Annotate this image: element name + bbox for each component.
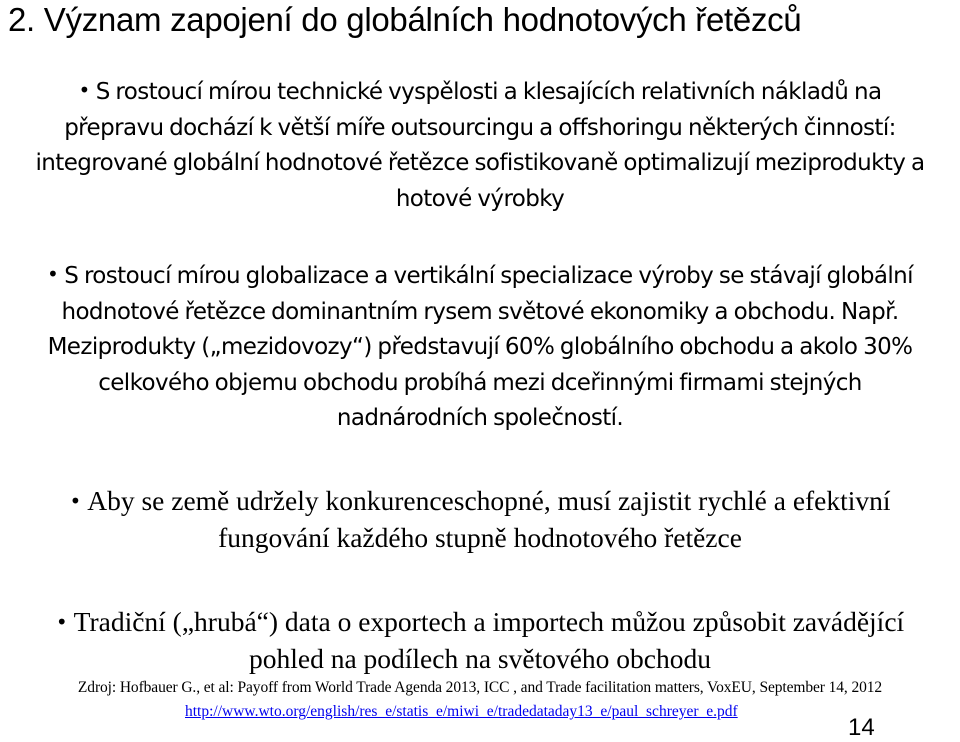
- bullet-line: [0, 73, 960, 111]
- bullet-text: S rostoucí mírou globalizace a vertikální specializace výroby se stávají globální: [64, 263, 913, 289]
- source-link[interactable]: http://www.wto.org/english/res_e/statis_e/miwi_e/tradedataday13_e/paul_schreyer_e.pdf: [185, 703, 738, 720]
- bullet-marker: •: [55, 610, 68, 634]
- bullet-text: Tradiční („hrubá“) data o exportech a importech můžou způsobit zavádějící: [73, 606, 905, 637]
- slide-title: 2. Význam zapojení do globálních hodnotových řetězců: [8, 1, 802, 38]
- bullet-line: [0, 604, 960, 641]
- bullet-marker: •: [47, 262, 59, 286]
- bullet-line: celkového objemu obchodu probíhá mezi dceřinnými firmami stejných: [98, 369, 862, 396]
- bullet-line: [0, 257, 960, 295]
- bullet-line: hodnotové řetězce dominantním rysem světové ekonomiky a obchodu. Např.: [61, 298, 899, 325]
- bullet-line: integrované globální hodnotové řetězce sofistikovaně optimalizují meziprodukty a: [35, 150, 925, 176]
- bullet-line: Meziprodukty („mezidovozy“) představují 60% globálního obchodu a akolo 30%: [47, 334, 913, 360]
- page-number: 14: [848, 714, 875, 741]
- source-citation: Zdroj: Hofbauer G., et al: Payoff from World Trade Agenda 2013, ICC , and Trade facilitation matters, VoxEU, September 14, 2012: [77, 679, 883, 696]
- bullet-text: Aby se země udržely konkurenceschopné, musí zajistit rychlé a efektivní: [87, 485, 891, 516]
- bullet-line: nadnárodních společností.: [336, 405, 624, 431]
- bullet-line: hotové výrobky: [395, 185, 565, 212]
- bullet-line: fungování každého stupně hodnotového řetězce: [218, 521, 742, 553]
- bullet-point-4: [0, 604, 960, 677]
- bullet-text: S rostoucí mírou technické vyspělosti a klesajících relativních nákladů na: [95, 79, 882, 105]
- bullet-marker: •: [69, 489, 82, 513]
- bullet-line: přepravu dochází k větší míře outsourcingu a offshoringu některých činností:: [64, 114, 896, 141]
- bullet-point-3: [0, 483, 960, 556]
- bullet-line: pohled na podílech na světového obchodu: [248, 642, 712, 674]
- bullet-marker: •: [78, 78, 90, 102]
- bullet-point-2: [0, 257, 960, 437]
- bullet-line: [0, 483, 960, 520]
- bullet-point-1: [0, 73, 960, 217]
